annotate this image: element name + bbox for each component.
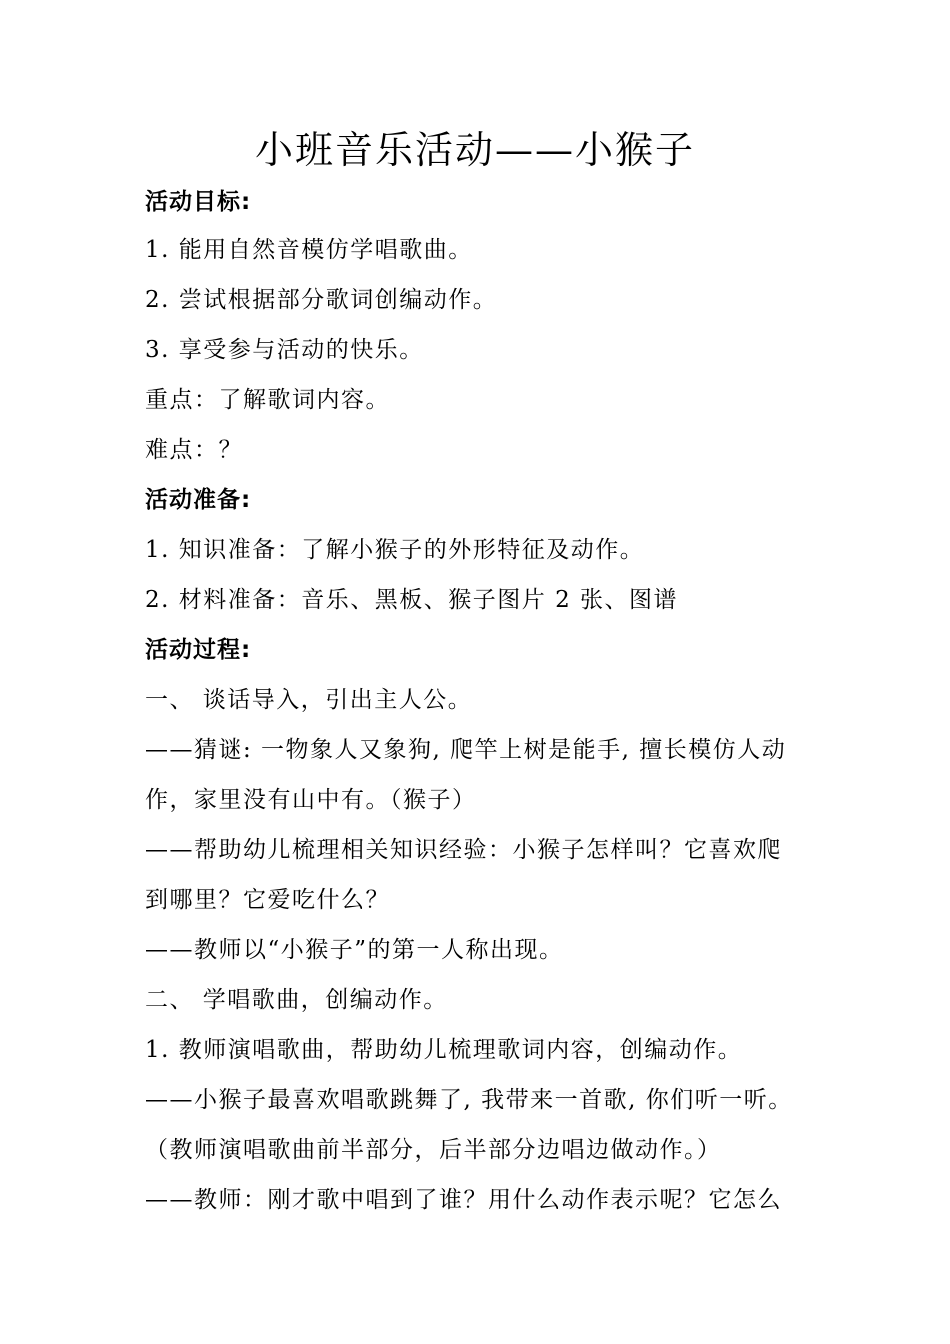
- document-title: 小班音乐活动——小猴子: [254, 128, 695, 172]
- text-line: 难点：？: [145, 437, 243, 463]
- text-line: ——小猴子最喜欢唱歌跳舞了, 我带来一首歌, 你们听一听。: [145, 1087, 793, 1113]
- text-line: ——帮助幼儿梳理相关知识经验：小猴子怎样叫？它喜欢爬: [145, 837, 782, 863]
- text-line: 2. 尝试根据部分歌词创编动作。: [145, 287, 498, 313]
- text-line: 1. 教师演唱歌曲，帮助幼儿梳理歌词内容，创编动作。: [145, 1037, 743, 1063]
- text-line: 重点：了解歌词内容。: [145, 387, 390, 413]
- section-heading: 活动过程:: [145, 637, 252, 663]
- text-line: 3. 享受参与活动的快乐。: [145, 337, 424, 363]
- section-heading: 活动准备:: [145, 487, 252, 513]
- text-line: 一、 谈话导入，引出主人公。: [145, 687, 473, 713]
- text-line: ——教师：刚才歌中唱到了谁？用什么动作表示呢？它怎么: [145, 1187, 782, 1213]
- section-heading: 活动目标:: [145, 189, 252, 215]
- text-line: 作，家里没有山中有。（猴子）: [145, 787, 477, 813]
- text-line: 到哪里？它爱吃什么？: [145, 887, 390, 913]
- text-line: 1. 能用自然音模仿学唱歌曲。: [145, 237, 473, 263]
- text-line: ——教师以“小猴子”的第一人称出现。: [145, 937, 564, 963]
- text-line: 1. 知识准备：了解小猴子的外形特征及动作。: [145, 537, 645, 563]
- text-line: 2. 材料准备：音乐、黑板、猴子图片 2 张、图谱: [145, 587, 679, 613]
- text-line: 二、 学唱歌曲，创编动作。: [145, 987, 448, 1013]
- text-line: ——猜谜: 一物象人又象狗, 爬竿上树是能手, 擅长模仿人动: [145, 737, 787, 763]
- text-line: （教师演唱歌曲前半部分，后半部分边唱边做动作。）: [145, 1137, 722, 1163]
